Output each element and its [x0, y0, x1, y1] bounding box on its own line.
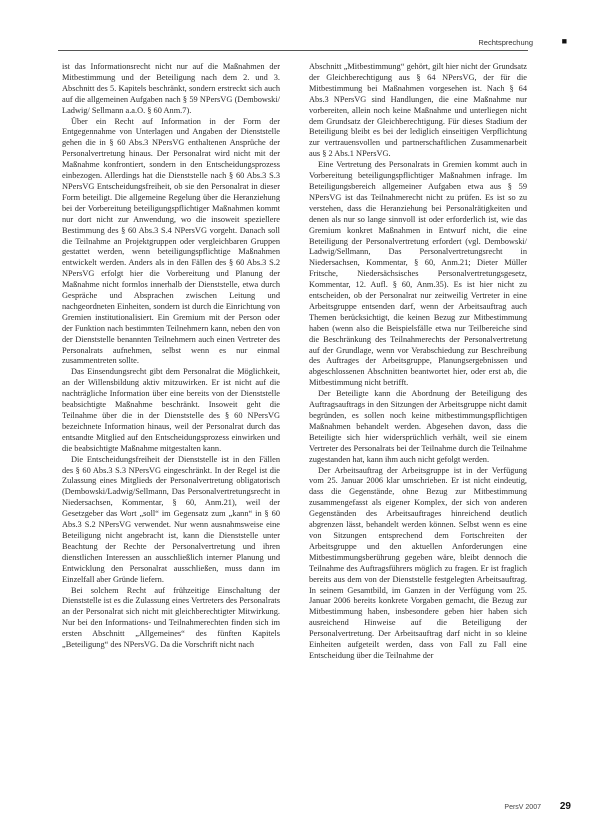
paragraph: Eine Vertretung des Personalrats in Gremien kommt auch in Vorbereitung beteiligungspflichtiger Maßnahmen infrage. Im Beteiligungsbereich allgemeiner Aufgaben etwa aus § 59 NPersVG ist das Teilnahmerecht nicht zu prüfen. Es ist so zu verstehen, dass die Heranziehung bei Personalrätigkeiten und denen als nur so lange sinnvoll ist oder erforderlich ist, wie das Gremium konkret Maßnahmen in Entwurf nicht, die eine Beteiligung der Personalvertretung erfordert (vgl. Dembowski/ Ladwig/Sellmann, Das Personalvertretungsrecht in Niedersachsen, Kommentar, § 60, Anm.21; Dieter Müller Fritsche, Niedersächsisches Personalvertretungsgesetz, Kommentar, 12. Aufl. § 60, Anm.35). Es ist hier nicht zu entscheiden, ob der Personalrat nur zeitweilig Vertreter in eine Arbeitsgruppe entsenden darf, wenn der Arbeitsauftrag auch Themen berücksichtigt, die keinen Bezug zur Mitbestimmung haben (wenn also die Beispielsfälle etwa nur Teilbereiche sind die Beschränkung des Teilnahmerechts der Personalvertretung auf der Grundlage, wenn vor Verabschiedung zur Beschreibung des Auftrages der Arbeitsgruppe, Planungsergebnissen und abgeschlossenen Abschnitten beantwortet hier, oder erst ab, die Mitbestimmung nicht betrifft.	[309, 160, 527, 388]
right-text-column	[309, 62, 527, 662]
paragraph: Der Beteiligte kann die Abordnung der Beteiligung des Auftragsauftrags in den Sitzungen der Arbeitsgruppe nicht damit begründen, es sollen noch keine mitbestimmungspflichtigen Maßnahmen behandelt werden. Abgesehen davon, dass die Beteiligte sich hier widersprüchlich verhält, weil sie einem Vertreter des Personalrats bei der Teilnahme durch die Teilnahme zugestanden hat, kann ihm auch nicht gefolgt werden.	[309, 389, 527, 464]
paragraph: Über ein Recht auf Information in der Form der Entgegennahme von Unterlagen und Angaben der Dienststelle gehen die in § 60 Abs.3 NPersVG enthaltenen Ansprüche der Personalvertretung hinaus. Der Personalrat wird nicht mit der Maßnahme konfrontiert, sondern in den Entscheidungsprozess einbezogen. Allerdings hat die Dienststelle nach § 60 Abs.3 S.3 NPersVG Entscheidungsfreiheit, ob sie den Personalrat in dieser Form beteiligt. Die allgemeine Regelung über die Heranziehung bei der Vorbereitung beteiligungspflichtiger Maßnahmen kommt nur dort nicht zur Anwendung, wo die insoweit speziellere Bestimmung des § 60 Abs.3 S.4 NPersVG vorgeht. Danach soll die Teilnahme an Projektgruppen oder vergleichbaren Gruppen gestattet werden, wenn beteiligungspflichtige Maßnahmen entwickelt werden. Anders als in den Fällen des § 60 Abs.3 S.2 NPersVG erfolgt hier die Vorbereitung und Planung der Maßnahme nicht formlos innerhalb der Dienststelle, etwa durch Gespräche und Absprachen zwischen Leitung und nachgeordneten Einheiten, sondern ist durch die Einrichtung von Gremien institutionalisiert. Ein Gremium mit der Person oder der Funktion nach bestimmten Teilnehmern kann, neben den von der Dienststelle benannten Teilnehmern auch einen Vertreter des Personalrats aufnehmen, selbst wenn es nur einmal zusammentreten sollte.	[62, 116, 280, 366]
paragraph: Bei solchem Recht auf frühzeitige Einschaltung der Dienststelle ist es die Zulassung eines Vertreters des Personalrats an der Personalrat sich nicht mit gleichberechtigter Mitwirkung. Nur bei den Informations- und Teilnahmerechten finden sich im ersten Abschnitt „Allgemeines“ des fünften Kapitels „Beteiligung“ des NPersVG. Da die Vorschrift nicht nach	[62, 585, 280, 650]
running-header-section: Rechtsprechung	[478, 38, 533, 47]
paragraph: Die Entscheidungsfreiheit der Dienststelle ist in den Fällen des § 60 Abs.3 S.3 NPersVG eingeschränkt. In der Regel ist die Zulassung eines Mitglieds der Personalvertretung obligatorisch (Dembowski/Ladwig/Sellmann, Das Personalvertretungsrecht in Niedersachsen, Kommentar, § 60, Anm.21), weil der Gesetzgeber das Wort „soll“ im Gegensatz zum „kann“ in § 60 Abs.3 S.2 NPersVG verwendet. Nur wenn ausnahmsweise eine Beteiligung nicht angebracht ist, kann die Dienststelle unter Beachtung der Rechte der Personalvertretung und ihren dienstlichen Interessen an ausschließlich interner Planung und Entwicklung den Personalrat ausschließen, muss dann im Einzelfall aber Gründe liefern.	[62, 454, 280, 584]
paragraph: Abschnitt „Mitbestimmung“ gehört, gilt hier nicht der Grundsatz der Gleichberechtigung aus § 64 NPersVG, der für die Mitbestimmung bei Maßnahmen vorgesehen ist. Nach § 64 Abs.3 NPersVG sind Handlungen, die eine Maßnahme nur vorbereiten, allein noch keine Maßnahme und unterliegen nicht dem Grundsatz der Gleichberechtigung. Für dieses Stadium der Beteiligung bleibt es bei der lediglich einseitigen Verpflichtung zur vertrauensvollen und partnerschaftlichen Zusammenarbeit aus § 2 Abs.1 NPersVG.	[309, 62, 527, 159]
paragraph: ist das Informationsrecht nicht nur auf die Maßnahmen der Mitbestimmung und der Beteiligung nach dem 2. und 3. Abschnitt des 5. Kapitels beschränkt, sondern erstreckt sich auch auf die allgemeinen Aufgaben nach § 59 NPersVG (Dembowski/ Ladwig/ Sellmann a.a.O. § 60 Anm.7).	[62, 62, 280, 115]
header-rule	[58, 50, 528, 51]
paragraph: Der Arbeitsauftrag der Arbeitsgruppe ist in der Verfügung vom 25. Januar 2006 klar umschrieben. Er ist nicht eindeutig, dass die Gegenstände, ohne Bezug zur Mitbestimmung zusammengefasst als eigener Komplex, der sich von anderen Gegenständen des Arbeitsauftrages hinreichend deutlich abgrenzen lässt, behandelt werden können. Selbst wenn es eine von Sitzungen entsprechend dem Fortschreiten der Arbeitsgruppe und den aktuellen Anforderungen eine Mitbestimmungsberührung gegeben wäre, bleibt dennoch die Teilnahme des Auftragsführers möglich zu fragen. Er ist fraglich bereits aus dem von der Dienststelle festgelegten Arbeitsauftrag. In seinem Gesamtbild, im Ganzen in der Verfügung vom 25. Januar 2006 bereits konkrete Vorgaben gemacht, die Bezug zur Mitbestimmung haben, insbesondere geben hier haben sich ausreichend Hinweise auf die Beteiligung der Personalvertretung. Der Arbeitsauftrag darf nicht in so kleine Einheiten aufgeteilt werden, dass von Fall zu Fall eine Entscheidung über die Teilnahme der	[309, 465, 527, 660]
page-number: 29	[559, 801, 571, 812]
paragraph: Das Einsendungsrecht gibt dem Personalrat die Möglichkeit, an der Willensbildung aktiv mitzuwirken. Er ist nicht auf die nachträgliche Information über eine bereits von der Dienststelle beabsichtigte Maßnahme beschränkt. Insoweit geht die Teilnahme über die in der Dienststelle des § 60 NPersVG bezeichnete Information hinaus, weil der Personalrat durch das entsandte Mitglied auf den Entscheidungsprozess einwirken und die beabsichtigte Maßnahme mitgestalten kann.	[62, 367, 280, 453]
left-text-column	[62, 62, 280, 651]
footer-journal-label: PersV 2007	[504, 804, 541, 811]
running-header-mark: ■	[561, 36, 567, 46]
